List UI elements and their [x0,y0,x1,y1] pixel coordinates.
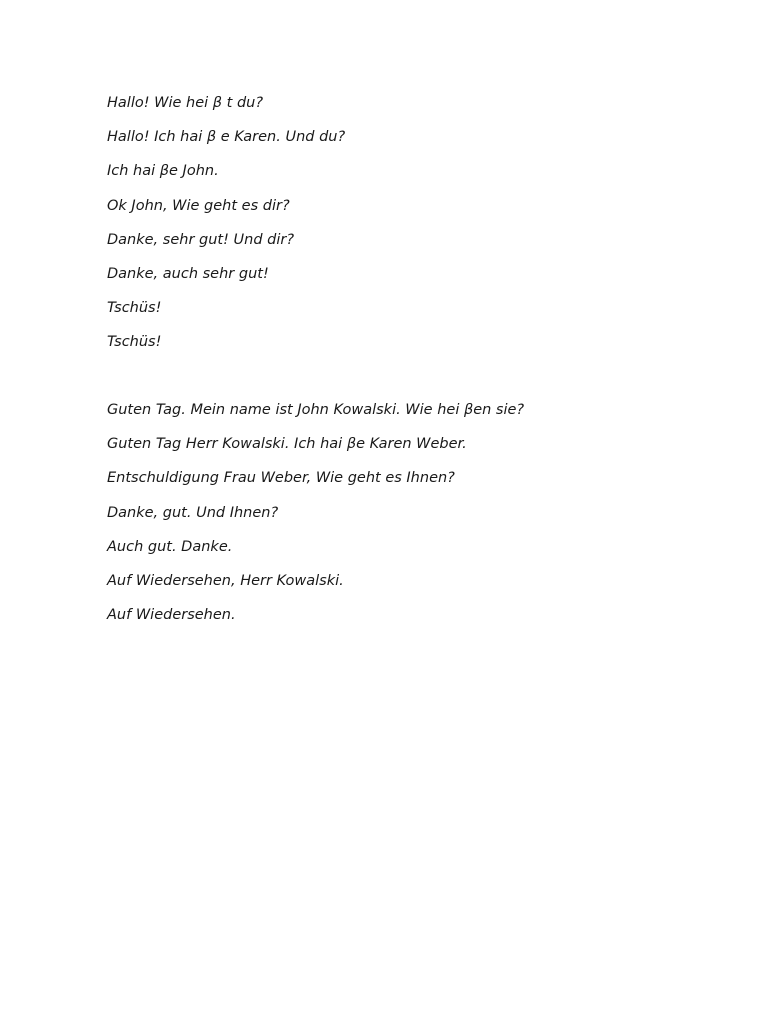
dialogue-line: Danke, auch sehr gut! [107,265,269,282]
dialogue-line: Danke, sehr gut! Und dir? [107,231,295,248]
dialogue-line: Auch gut. Danke. [107,538,233,555]
dialogue-line: Ich hai βe John. [107,163,219,180]
dialogue-line: Auf Wiedersehen, Herr Kowalski. [107,572,344,589]
dialogue-line: Danke, gut. Und Ihnen? [107,504,279,521]
dialogue-line: Hallo! Wie hei β t du? [107,95,264,111]
dialogue-line: Hallo! Ich hai β e Karen. Und du? [107,129,346,146]
dialogue-line: Entschuldigung Frau Weber, Wie geht es Ihnen? [107,470,455,487]
dialogue-line: Ok John, Wie geht es dir? [107,197,290,214]
dialogue-line: Tschüs! [107,334,162,351]
dialogue-informal [107,92,345,366]
dialogue-formal [107,399,524,638]
dialogue-line: Auf Wiedersehen. [107,607,236,624]
dialogue-line: Guten Tag Herr Kowalski. Ich hai βe Karen Weber. [107,436,467,453]
dialogue-line: Guten Tag. Mein name ist John Kowalski. Wie hei βen sie? [107,402,525,418]
dialogue-line: Tschüs! [107,300,162,317]
